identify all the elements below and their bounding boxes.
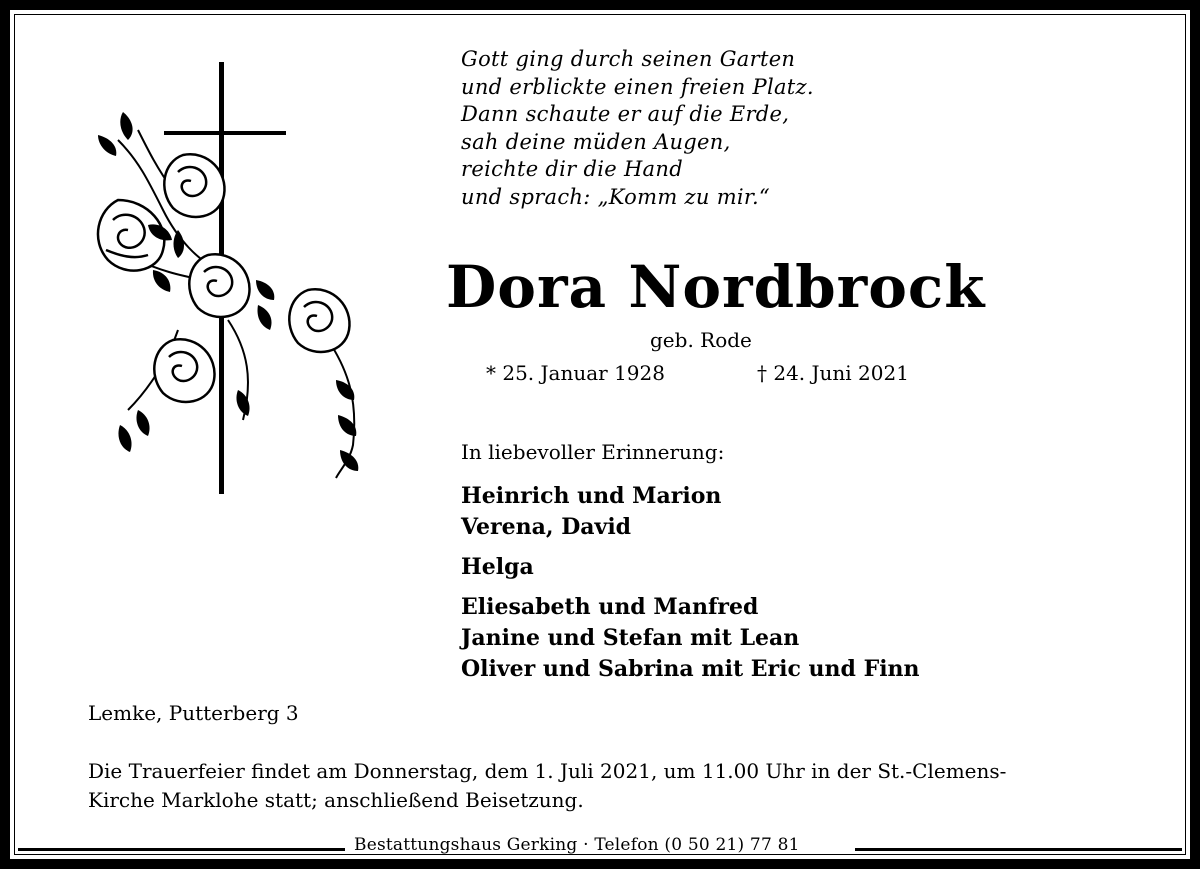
notice-line: Kirche Marklohe statt; anschließend Beisetzung. <box>88 788 584 812</box>
poem-line: sah deine müden Augen, <box>461 129 731 154</box>
footer-rule <box>855 848 1182 851</box>
poem-line: und erblickte einen freien Platz. <box>461 74 814 99</box>
poem-line: Dann schaute er auf die Erde, <box>461 102 790 126</box>
mourner-line: Verena, David <box>461 514 632 540</box>
mourner-group <box>461 481 920 543</box>
deceased-name: Dora Nordbrock <box>446 253 986 321</box>
mourner-group <box>461 552 920 583</box>
notice-line: Die Trauerfeier findet am Donnerstag, dem 1. Juli 2021, um 11.00 Uhr in der St.-Clemens- <box>88 759 1007 783</box>
poem-line: und sprach: „Komm zu mir.“ <box>461 184 770 209</box>
mourner-line: Helga <box>461 554 534 580</box>
funeral-home-footer: Bestattungshaus Gerking · Telefon (0 50 21) 77 81 <box>354 835 800 855</box>
mourner-line: Oliver und Sabrina mit Eric und Finn <box>461 656 920 682</box>
poem <box>461 46 981 211</box>
memorial-intro: In liebevoller Erinnerung: <box>461 440 725 464</box>
poem-line: reichte dir die Hand <box>461 157 683 181</box>
mourner-line: Heinrich und Marion <box>461 483 722 509</box>
mourner-group <box>461 592 920 685</box>
footer-rule <box>18 848 345 851</box>
birth-date: * 25. Januar 1928 <box>486 361 665 385</box>
mourner-line: Janine und Stefan mit Lean <box>461 625 800 651</box>
mourners-list <box>461 481 920 694</box>
address: Lemke, Putterberg 3 <box>88 701 299 725</box>
mourner-line: Eliesabeth und Manfred <box>461 594 759 620</box>
death-date: † 24. Juni 2021 <box>757 361 909 385</box>
maiden-name: geb. Rode <box>650 328 752 352</box>
funeral-notice <box>88 757 1128 815</box>
cross-with-roses-illustration <box>78 50 378 500</box>
poem-line: Gott ging durch seinen Garten <box>461 47 796 71</box>
